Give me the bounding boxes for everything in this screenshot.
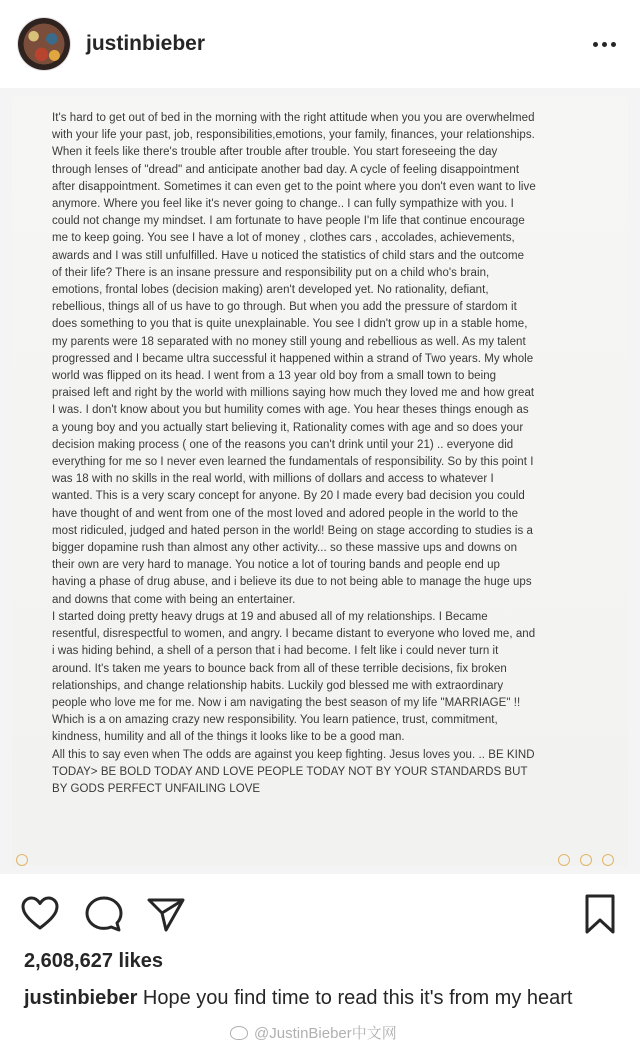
heart-icon xyxy=(18,892,62,936)
note-text xyxy=(52,110,536,798)
share-icon xyxy=(144,892,188,936)
username[interactable]: justinbieber xyxy=(86,32,206,55)
note-toolbar-left xyxy=(16,854,28,866)
dot-icon xyxy=(593,42,598,47)
notes-screenshot xyxy=(12,96,628,866)
weibo-icon xyxy=(230,1026,248,1040)
post-image[interactable] xyxy=(0,88,640,874)
dot-icon xyxy=(602,42,607,47)
post-header xyxy=(0,0,640,88)
note-paragraph: All this to say even when The odds are against you keep fighting. Jesus loves you. .. BE KIND TODAY> BE BOLD TODAY AND LOVE PEOPLE TODAY NOT BY YOUR STANDARDS BUT BY GODS PERFECT UNFAILING LOVE xyxy=(52,748,535,795)
save-button[interactable] xyxy=(578,892,622,936)
action-bar xyxy=(0,886,640,942)
dot-icon xyxy=(611,42,616,47)
comment-icon xyxy=(82,892,126,936)
watermark xyxy=(230,1022,397,1043)
note-circle-icon xyxy=(580,854,592,866)
more-options-button[interactable] xyxy=(586,26,622,62)
watermark-text: @JustinBieber中文网 xyxy=(254,1025,397,1042)
note-circle-icon xyxy=(558,854,570,866)
likes-count[interactable]: 2,608,627 likes xyxy=(24,950,164,972)
note-paragraph: It's hard to get out of bed in the morning with the right attitude when you you are overwhelmed with your life your past, job, responsibilities,emotions, your family, finances, your relationships. When it feels like there's trouble after trouble after trouble. You start foreseeing the day through lenses of "dread" and anticipate another bad day. A cycle of feeling disappointment after disappointment. Sometimes it can even get to the point where you don't even want to live anymore. Where you feel like it's never going to change.. I can fully sympathize with you. I could not change my mindset. I am fortunate to have people I'm life that continue encourage me to keep going. You see I have a lot of money , clothes cars , accolades, achievements, awards and I was still unfulfilled. Have u noticed the statistics of child stars and the outcome of their life? There is an insane pressure and responsibility put on a child who's brain, emotions, frontal lobes (decision making) aren't developed yet. No rationality, defiant, rebellious, things all of us have to go through. But when you add the pressure of stardom it does something to you that is quite unexplainable. You see I didn't grow up in a stable home, my parents were 18 separated with no money still young and rebellious as well. As my talent progressed and I became ultra successful it happened within a strand of Two years. My whole world was flipped on its head. I went from a 13 year old boy from a small town to being praised left and right by the world with millions saying how much they loved me and how great I was. I don't know about you but humility comes with age. You hear theses things enough as a young boy and you actually start believing it, Rationality comes with age and so does your decision making process ( one of the reasons you can't drink until your 21) .. everyone did everything for me so I never even learned the fundamentals of responsibility. So by this point I was 18 with no skills in the real world, with millions of dollars and access to whatever I wanted. This is a very scary concept for anyone. By 20 I made every bad decision you could have thought of and went from one of the most loved and adored people in the world to the most ridiculed, judged and hated person in the world! Being on stage according to studies is a bigger dopamine rush than almost any other activity... so these massive ups and downs on their own are very hard to manage. You notice a lot of touring bands and people end up having a phase of drug abuse, and i believe its due to not being able to manage the huge ups and downs that come with being an entertainer. xyxy=(52,112,536,606)
note-circle-icon xyxy=(16,854,28,866)
caption-username[interactable]: justinbieber xyxy=(24,987,138,1009)
caption xyxy=(24,986,616,1010)
note-paragraph: I started doing pretty heavy drugs at 19 and abused all of my relationships. I Became resentful, disrespectful to women, and angry. I became distant to everyone who loved me, and i was hiding behind, a shell of a person that i had become. I felt like i could never turn it around. It's taken me years to bounce back from all of these terrible decisions, fix broken relationships, and change relationship habits. Luckily god blessed me with extraordinary people who love me for me. Now i am navigating the best season of my life "MARRIAGE" !! Which is a on amazing crazy new responsibility. You learn patience, trust, commitment, kindness, humility and all of the things it looks like to be a good man. xyxy=(52,610,536,744)
bookmark-icon xyxy=(578,892,622,936)
note-toolbar-right xyxy=(558,854,614,866)
avatar[interactable] xyxy=(18,18,70,70)
comment-button[interactable] xyxy=(82,892,126,936)
note-circle-icon xyxy=(602,854,614,866)
caption-text: Hope you find time to read this it's from my heart xyxy=(137,987,573,1009)
share-button[interactable] xyxy=(144,892,188,936)
like-button[interactable] xyxy=(18,892,62,936)
